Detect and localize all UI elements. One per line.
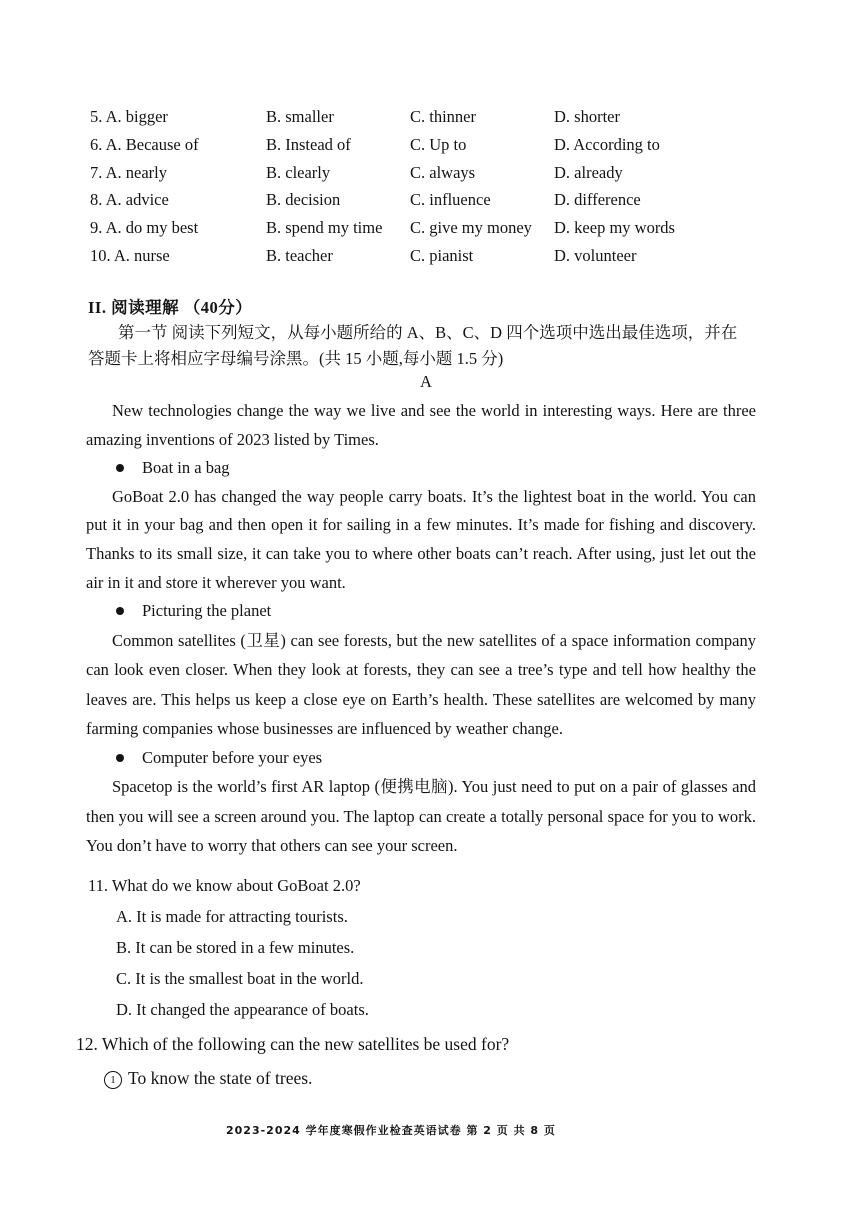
option-d: D. shorter [554,107,620,126]
section-title: II. 阅读理解 （40分） [88,298,253,317]
option-b: B. smaller [266,107,334,126]
option-a: 7. A. nearly [90,162,167,182]
option-a: 5. A. bigger [90,107,168,126]
answer-choice: C. It is the smallest boat in the world. [116,969,364,988]
question-stem: 12. Which of the following can the new satellites be used for? [76,1034,510,1054]
option-c: C. Up to [410,134,467,154]
item-heading-text: Computer before your eyes [142,747,323,767]
question-11 [88,870,369,1025]
option-row [90,186,810,214]
answer-choice: D. It changed the appearance of boats. [116,1000,369,1019]
option-d: D. keep my words [554,218,675,238]
option-b: B. teacher [266,245,333,265]
option-b: B. decision [266,190,341,210]
item-paragraph: Common satellites (卫星) can see forests, but the new satellites of a space information company can look even closer. When they look at forests, they can see a tree’s type and tell how healthy the leaves are. This helps us keep a close eye on Earth’s health. These satellites are welcomed by many farming companies whose businesses are influenced by weather change. [86,630,756,739]
option-b: B. clearly [266,162,331,182]
option-d: D. difference [554,190,641,210]
part-label: A [420,372,432,391]
option-c: C. always [410,162,476,182]
page-footer: 2023-2024 学年度寒假作业检查英语试卷 第 2 页 共 8 页 [226,1124,556,1137]
option-row [90,242,810,270]
option-row [90,214,810,242]
answer-choice: A. It is made for attracting tourists. [116,907,348,926]
passage-intro: New technologies change the way we live and see the world in interesting ways. Here are three amazing inventions of 2023 listed by Times. [86,401,756,449]
option-row [90,159,810,187]
item-heading-text: Boat in a bag [142,458,230,478]
option-d: D. volunteer [554,245,637,265]
bullet-icon [116,464,124,472]
option-c: C. pianist [410,245,474,265]
bullet-icon [116,754,124,762]
item-paragraph: GoBoat 2.0 has changed the way people carry boats. It’s the lightest boat in the world. You can put it in your bag and then open it for sailing in a few minutes. It’s made for fishing and discovery. Thanks to its small size, it can take you to where other boats can’t reach. After using, just let out the air in it and store it wherever you want. [86,486,756,592]
answer-choice: B. It can be stored in a few minutes. [116,938,355,957]
option-b: B. spend my time [266,218,383,238]
option-d: D. already [554,162,623,182]
item-paragraph: Spacetop is the world’s first AR laptop (便携电脑). You just need to put on a pair of glasses and then you will see a screen around you. The laptop can create a totally personal space for you to work. You don’t have to worry that others can see your screen. [86,777,756,856]
item-heading [86,597,756,626]
answer-option-text: To know the state of trees. [128,1068,313,1088]
option-c: C. influence [410,190,491,210]
bullet-icon [116,607,124,615]
section-instruction: 第一节 阅读下列短文，从每小题所给的 A、B、C、D 四个选项中选出最佳选项，并在答题卡上将相应字母编号涂黑。(共 15 小题,每小题 1.5 分) [88,323,738,368]
option-d: D. According to [554,134,660,154]
cloze-options [90,103,810,270]
option-a: 8. A. advice [90,190,169,210]
reading-passage [86,397,756,861]
item-heading [86,454,756,483]
circled-number: 1 [104,1071,122,1089]
option-a: 9. A. do my best [90,218,199,238]
item-heading-text: Picturing the planet [142,601,272,621]
answer-option [76,1061,509,1095]
option-row [90,131,810,159]
option-a: 10. A. nurse [90,245,170,265]
option-b: B. Instead of [266,134,351,154]
option-c: C. thinner [410,107,476,126]
option-c: C. give my money [410,218,532,238]
question-12 [76,1027,509,1095]
option-a: 6. A. Because of [90,134,199,154]
item-heading [86,744,756,773]
question-stem: 11. What do we know about GoBoat 2.0? [88,876,361,895]
option-row [90,103,810,131]
